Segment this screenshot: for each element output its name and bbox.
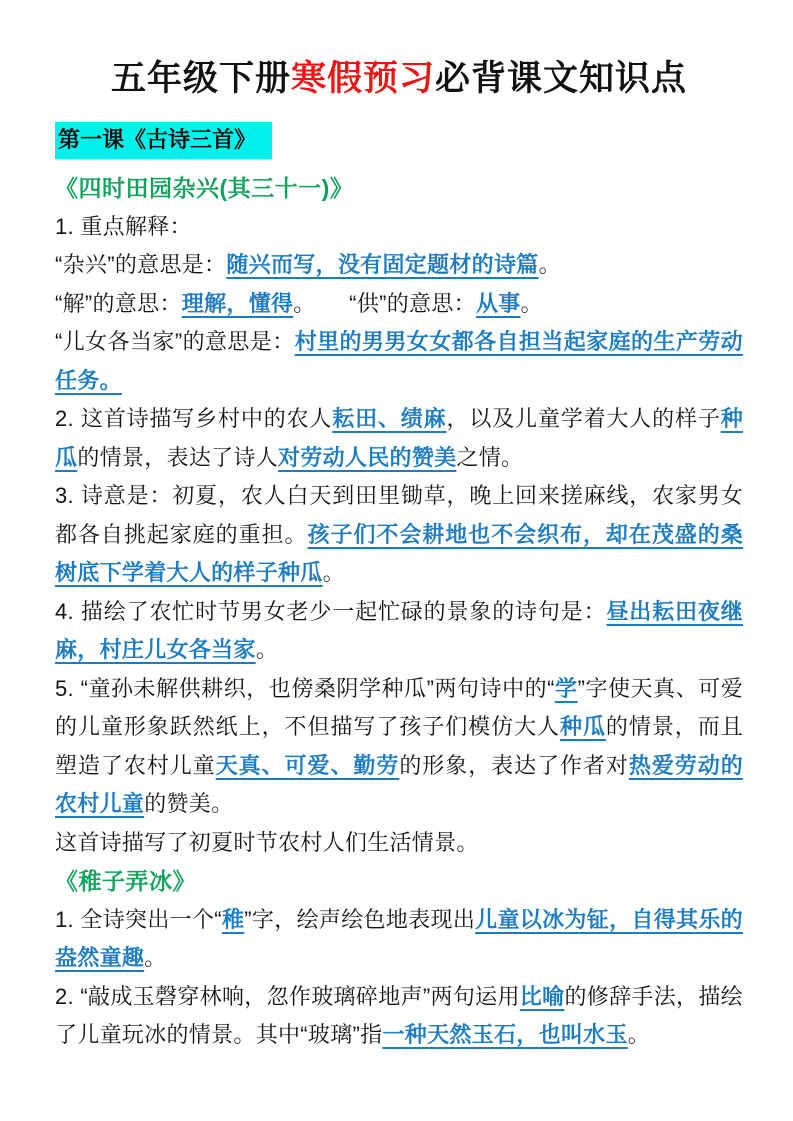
body-text: 。	[255, 637, 279, 662]
title-prefix: 五年级下册	[110, 59, 291, 98]
body-text: “杂兴”的意思是：	[55, 252, 227, 277]
answer-text: 种瓜	[560, 714, 606, 739]
answer-text: 从事	[475, 290, 521, 316]
body-text: 之情。	[456, 444, 524, 470]
answer-text: 对劳动人民的赞美	[278, 444, 457, 470]
answer-text: 比喻	[519, 983, 565, 1009]
body-text: 1. 重点解释：	[55, 213, 192, 239]
body-text: 。	[520, 290, 543, 316]
body-text: 5. “童孙未解供耕织，也傍桑阴学种瓜”两句诗中的“	[55, 675, 555, 701]
answer-text: 昼出耘田夜继麻，村庄儿女各当家	[55, 598, 743, 662]
paragraph	[55, 901, 743, 978]
paragraph	[55, 208, 743, 247]
body-text: 的形象，表达了作者对	[399, 752, 629, 778]
poem-title: 《稚子弄冰》	[55, 868, 196, 894]
body-text: 。	[627, 1022, 651, 1047]
body-text: ，以及儿童学着大人的样子	[446, 406, 721, 431]
poem-title: 《四时田园杂兴(其三十一)》	[55, 175, 354, 201]
answer-text: 天真、可爱、勤劳	[215, 752, 400, 778]
answer-text: 随兴而写，没有固定题材的诗篇	[226, 252, 539, 277]
body-text: “儿女各当家”的意思是：	[55, 329, 295, 354]
paragraph	[55, 400, 743, 477]
body-text: 的情景，表达了诗人	[77, 444, 279, 470]
title-suffix: 必背课文知识点	[435, 59, 688, 98]
answer-text: 一种天然玉石，也叫水玉	[382, 1022, 628, 1047]
answer-text: 稚	[221, 906, 245, 932]
paragraph	[55, 323, 743, 400]
body-text: 。	[144, 945, 167, 970]
lesson-header: 第一课《古诗三首》	[55, 122, 272, 159]
body-text: “解”的意思：	[55, 290, 182, 316]
body-text: 4. 描绘了农忙时节男女老少一起忙碌的景象的诗句是：	[55, 598, 607, 624]
body-text: 。 “供”的意思：	[293, 290, 476, 316]
paragraph	[55, 670, 743, 824]
paragraph	[55, 285, 743, 324]
answer-text: 理解，懂得	[181, 290, 294, 316]
title-highlight: 寒假预习	[290, 59, 435, 98]
body-text: 。	[322, 560, 345, 585]
answer-text: 耘田、绩麻	[332, 406, 447, 431]
answer-text: 热爱劳动的农村儿童	[55, 752, 743, 816]
body-text: 的情景，而且塑造了农村儿童	[55, 714, 743, 778]
answer-text: 村里的男男女女都各自担当起家庭的生产劳动任务。	[55, 329, 743, 393]
body-text: 1. 全诗突出一个“	[55, 906, 222, 932]
paragraph	[55, 246, 743, 285]
paragraph	[55, 978, 743, 1055]
paragraph	[55, 593, 743, 670]
answer-text: 孩子们不会耕地也不会织布，却在茂盛的桑树底下学着大人的样子种瓜	[55, 521, 744, 585]
answer-text: 儿童以冰为钲，自得其乐的盎然童趣	[55, 906, 743, 970]
body-text: ”字，绘声绘色地表现出	[244, 906, 476, 932]
body-text: 。	[538, 252, 561, 277]
body-text: 的修辞手法，描绘了儿童玩冰的情景。其中“玻璃”指	[55, 983, 743, 1047]
answer-text: 种瓜	[55, 406, 743, 470]
body-text: 这首诗描写了初夏时节农村人们生活情景。	[55, 829, 479, 855]
content	[55, 169, 743, 1055]
page-title	[55, 56, 743, 102]
body-text: 2. 这首诗描写乡村中的农人	[55, 406, 333, 431]
paragraph	[55, 824, 743, 863]
body-text: 2. “敲成玉磬穿林响，忽作玻璃碎地声”两句运用	[55, 983, 520, 1009]
paragraph	[55, 477, 743, 593]
answer-text: 学	[554, 675, 578, 701]
body-text: ”字使天真、可爱的儿童形象跃然纸上，不但描写了孩子们模仿大人	[55, 675, 743, 739]
body-text: 的赞美。	[144, 791, 234, 816]
body-text: 3. 诗意是：初夏，农人白天到田里锄草，晚上回来搓麻线，农家男女都各自挑起家庭的重担。	[55, 483, 743, 547]
